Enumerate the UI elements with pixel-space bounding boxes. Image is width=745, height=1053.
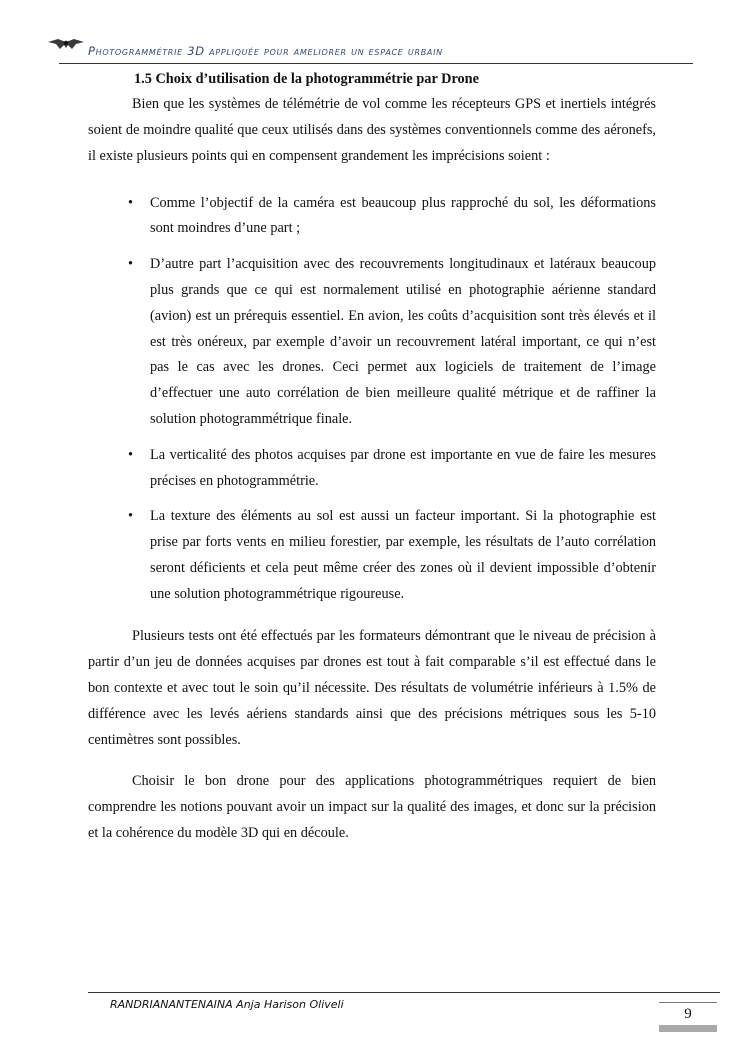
bullet-icon: • bbox=[128, 446, 134, 463]
list-item-text: La verticalité des photos acquises par drone est importante en vue de faire les mesures précises en photogrammétrie. bbox=[150, 446, 656, 489]
page-number-box bbox=[659, 1002, 717, 1032]
page-content bbox=[88, 67, 656, 846]
page-box-rule bbox=[659, 1002, 717, 1003]
list-item-text: Comme l’objectif de la caméra est beaucoup plus rapproché du sol, les déformations sont moindres d’une part ; bbox=[150, 194, 656, 237]
bullet-list bbox=[88, 191, 656, 608]
footer-author: RANDRIANANTENAINA Anja Harison Oliveli bbox=[110, 998, 344, 1011]
list-item-text: D’autre part l’acquisition avec des recouvrements longitudinaux et latéraux beaucoup plus grands que ce qui est normalement utilisé en photographie aérienne standard (avion) est un prérequis essentiel. En avion, les coûts d’acquisition sont très élevés et il est très onéreux, par exemple d’avoir un recouvrement latéral important, ce qui n’est pas le cas avec les drones. Ceci permet aux logiciels de traitement de l’image d’effectuer une auto corrélation de bien meilleure qualité métrique et de raffiner la solution photogrammétrique finale. bbox=[150, 256, 656, 427]
section-heading: 1.5 Choix d’utilisation de la photogrammétrie par Drone bbox=[134, 71, 479, 87]
drone-logo-icon bbox=[46, 36, 86, 52]
list-item bbox=[88, 252, 656, 433]
list-item bbox=[88, 191, 656, 243]
bullet-icon: • bbox=[128, 256, 134, 273]
header-divider bbox=[59, 63, 693, 64]
header-title: Photogrammétrie 3D appliquée pour ameliorer un espace urbain bbox=[88, 44, 443, 58]
list-item-text: La texture des éléments au sol est aussi un facteur important. Si la photographie est prise par forts vents en milieu forestier, par exemple, les résultats de l’auto corrélation seront déficients et cela peut même créer des zones où il devient impossible d’obtenir une solution photogrammétrique rigoureuse. bbox=[150, 508, 656, 602]
intro-paragraph: Bien que les systèmes de télémétrie de vol comme les récepteurs GPS et inertiels intégrés soient de moindre qualité que ceux utilisés dans des systèmes conventionnels comme des aéronefs, il existe plusieurs points qui en compensent grandement les imprécisions soient : bbox=[88, 96, 656, 165]
bullet-icon: • bbox=[128, 508, 134, 525]
page-box-bar bbox=[659, 1025, 717, 1032]
bullet-icon: • bbox=[128, 194, 134, 211]
footer-divider bbox=[88, 992, 720, 993]
tests-paragraph: Plusieurs tests ont été effectués par les formateurs démontrant que le niveau de précision à partir d’un jeu de données acquises par drones est tout à fait comparable s’il est effectué dans le bon contexte et avec tout le soin qu’il nécessite. Des résultats de volumétrie inférieurs à 1.5% de différence avec les levés aériens standards ainsi que des précisions métriques sous les 5-10 centimètres sont possibles. bbox=[88, 627, 656, 749]
list-item bbox=[88, 443, 656, 495]
page-number: 9 bbox=[684, 1006, 692, 1022]
list-item bbox=[88, 504, 656, 607]
drone-choice-paragraph: Choisir le bon drone pour des applications photogrammétriques requiert de bien comprendre les notions pouvant avoir un impact sur la qualité des images, et donc sur la précision et la cohérence du modèle 3D qui en découle. bbox=[88, 772, 656, 841]
page-header bbox=[46, 30, 694, 66]
